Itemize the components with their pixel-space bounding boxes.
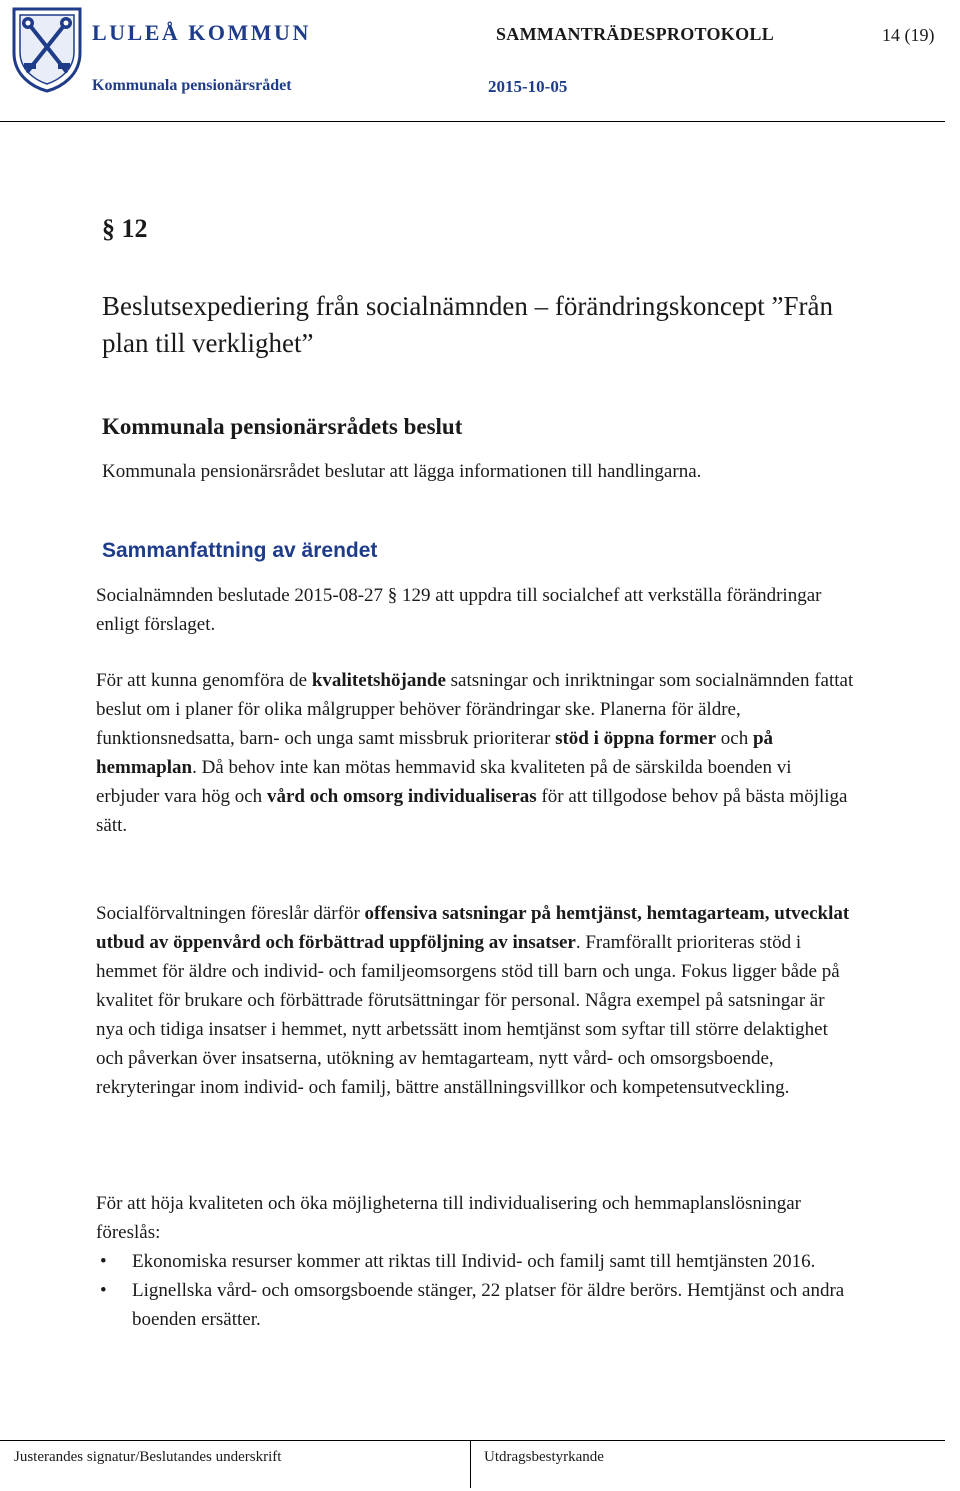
section-title: Beslutsexpediering från socialnämnden – förändringskoncept ”Från plan till verklighet” (102, 291, 834, 358)
summary-paragraph-2 (96, 666, 856, 840)
header-divider (0, 121, 945, 122)
body-text: satsningar och inriktningar som socialnämnden fattat beslut om i planer för olika målgrupper behöver förändringar ske. Planerna för äldre, funktionsnedsatta, barn- och unga samt missbruk prioriterar (96, 670, 854, 749)
summary-paragraph-3 (96, 899, 856, 1102)
summary-paragraph-1: Socialnämnden beslutade 2015-08-27 § 129 att uppdra till socialchef att verkställa förändringar enligt förslaget. (96, 585, 822, 635)
footer-column-separator (470, 1440, 471, 1488)
section-number: § 12 (102, 214, 148, 243)
body-text: För att kunna genomföra de (96, 670, 312, 691)
crossed-keys-coat-of-arms-icon (10, 5, 84, 93)
summary-heading: Sammanfattning av ärendet (102, 539, 378, 562)
emphasis-text: vård och omsorg individualiseras (266, 786, 537, 807)
body-text: och (716, 728, 753, 749)
organization-name: Kommunala pensionärsrådet (92, 77, 292, 94)
body-text: . Framförallt prioriteras stöd i hemmet för äldre och individ- och familjeomsorgens stöd till barn och unga. Fokus ligger både på kvalitet för brukare och förbättrade förutsättningar för personal. Några exempel på satsningar är nya och tidiga insatser i hemmet, nytt arbetssätt inom hemtjänst som syftar till större delaktighet och påverkan över insatserna, utökning av hemtagarteam, nytt vård- och omsorgsboende, rekryteringar inom individ- och familj, bättre anställningsvillkor och kompetensutveckling. (96, 932, 840, 1098)
signature-field-label: Justerandes signatur/Beslutandes underskrift (14, 1449, 282, 1465)
document-type: SAMMANTRÄDESPROTOKOLL (496, 24, 774, 44)
emphasis-text: offensiva satsningar på hemtjänst, hemtagarteam, utvecklat utbud av öppenvård och förbättrad uppföljning av insatser (96, 903, 850, 953)
certification-field-label: Utdragsbestyrkande (484, 1449, 604, 1465)
page-number: 14 (19) (882, 25, 935, 45)
list-item-text: Lignellska vård- och omsorgsboende stänger, 22 platser för äldre berörs. Hemtjänst och andra boenden ersätter. (132, 1280, 845, 1330)
body-text: för att tillgodose behov på bästa möjliga sätt. (96, 786, 848, 836)
list-item (96, 1276, 856, 1334)
footer-divider (0, 1440, 945, 1441)
emphasis-text: stöd i öppna former (555, 728, 717, 749)
meeting-date: 2015-10-05 (488, 77, 568, 96)
decision-text: Kommunala pensionärsrådet beslutar att lägga informationen till handlingarna. (102, 461, 702, 482)
emphasis-text: på hemmaplan (96, 728, 774, 778)
summary-paragraph-4: För att höja kvaliteten och öka möjligheterna till individualisering och hemmaplanslösningar föreslås: (96, 1193, 801, 1243)
body-text: . Då behov inte kan mötas hemmavid ska kvaliteten på de särskilda boenden vi erbjuder vara hög och (96, 757, 792, 807)
decision-heading: Kommunala pensionärsrådets beslut (102, 414, 463, 439)
list-item-text: Ekonomiska resurser kommer att riktas till Individ- och familj samt till hemtjänsten 2016. (132, 1251, 816, 1272)
emphasis-text: kvalitetshöjande (311, 670, 446, 691)
bullet-icon: • (100, 1280, 107, 1301)
body-text: Socialförvaltningen föreslår därför (96, 903, 365, 924)
bullet-icon: • (100, 1251, 107, 1272)
proposal-list (96, 1247, 856, 1334)
municipality-brand: LULEÅ KOMMUN (92, 20, 311, 45)
list-item (96, 1247, 856, 1276)
